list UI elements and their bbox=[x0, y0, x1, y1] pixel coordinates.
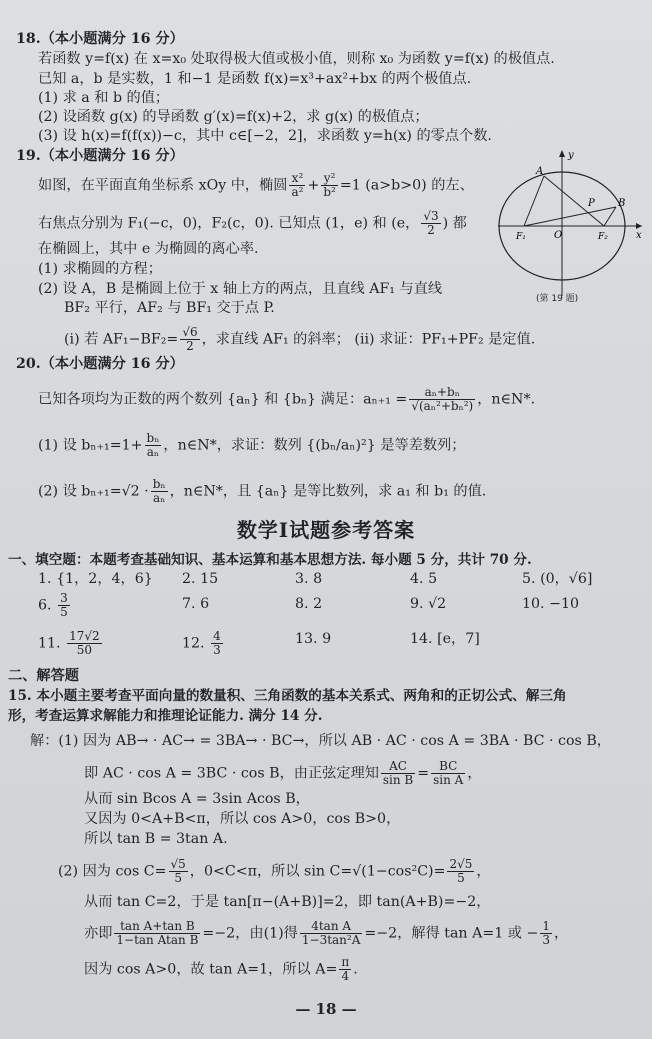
fraction-numerator: bₙ bbox=[146, 431, 160, 445]
equals-sign: = bbox=[417, 765, 430, 782]
answers-title: 数学Ⅰ试题参考答案 bbox=[236, 518, 416, 542]
q19-line-2-text-a: 右焦点分别为 F₁(−c，0)，F₂(c，0). 已知点 (1，e) 和 bbox=[38, 215, 392, 232]
q20-part-2 bbox=[38, 478, 486, 505]
answer-number: 14. bbox=[410, 631, 433, 647]
fraction-numerator: AC bbox=[381, 760, 415, 774]
q19-subparts bbox=[64, 326, 535, 353]
q19-part-2: (2) 设 A，B 是椭圆上位于 x 轴上方的两点，且直线 AF₁ 与直线 bbox=[38, 281, 443, 297]
fraction-numerator: bₙ bbox=[152, 477, 166, 491]
q20-part-1-text-a: (1) 设 bₙ₊₁=1+ bbox=[38, 437, 143, 454]
figure-caption: (第 19 题) bbox=[536, 294, 579, 304]
y2-over-b2-fraction bbox=[321, 172, 338, 199]
answer-number: 10. bbox=[522, 596, 545, 612]
fraction-numerator: 17√2 bbox=[69, 629, 100, 643]
answer-9 bbox=[410, 595, 446, 613]
sqrt5-over-5-fraction bbox=[169, 858, 188, 885]
q15-solution-6-text-a: (2) 因为 cos C= bbox=[58, 863, 167, 880]
bn-over-an-fraction bbox=[145, 432, 162, 459]
answer-number: 8. bbox=[295, 596, 309, 612]
segment-F1A bbox=[524, 176, 544, 226]
answer-number: 3. bbox=[295, 571, 309, 587]
answer-value: 9 bbox=[322, 631, 332, 647]
recurrence-fraction bbox=[409, 386, 475, 413]
q15-solution-5: 所以 tan B = 3tan A. bbox=[84, 831, 228, 847]
q15-solution-8-text-b: =−2，由(1)得 bbox=[202, 925, 298, 942]
answer-number: 2. bbox=[182, 571, 196, 587]
label-F1: F₁ bbox=[516, 232, 526, 242]
fraction-numerator: √6 bbox=[182, 325, 198, 339]
fraction-numerator: 4tan A bbox=[300, 920, 363, 934]
answer-1 bbox=[38, 570, 153, 588]
q15-solution-9 bbox=[84, 956, 358, 983]
answer-number: 5. bbox=[522, 571, 536, 587]
q19-line-2-text-b: (e， bbox=[391, 215, 420, 232]
answer-number: 11. bbox=[38, 635, 61, 652]
answer-number: 7. bbox=[182, 596, 196, 612]
fraction-numerator: aₙ+bₙ bbox=[409, 386, 475, 400]
fraction-denominator: a² bbox=[291, 185, 304, 199]
answer-value: −10 bbox=[549, 596, 580, 612]
answer-14 bbox=[410, 630, 480, 648]
fraction-numerator: 1 bbox=[542, 919, 550, 933]
answer-value: 8 bbox=[313, 571, 323, 587]
q15-solution-8 bbox=[84, 920, 568, 947]
q15-solution-9-text-a: 因为 cos A>0，故 tan A=1，所以 A= bbox=[84, 961, 338, 978]
q18-part-3: (3) 设 h(x)=f(f(x))−c，其中 c∈[−2，2]，求函数 y=h(x) 的零点个数. bbox=[38, 128, 492, 144]
q15-solution-7: 从而 tan C=2，于是 tan[π−(A+B)]=2，即 tan(A+B)=−2， bbox=[84, 894, 491, 910]
answer-13 bbox=[295, 630, 331, 648]
q15-intro-1: 15. 本小题主要考查平面向量的数量积、三角函数的基本关系式、两角和的正切公式、解三角 bbox=[8, 688, 567, 704]
q20-part-2-text-a: (2) 设 bₙ₊₁=√2 · bbox=[38, 483, 149, 500]
answer-10 bbox=[522, 595, 579, 613]
answer-5 bbox=[522, 570, 592, 588]
answer-value: {1，2，4，6} bbox=[56, 571, 153, 587]
sqrt6-over-2-fraction bbox=[180, 326, 199, 353]
answer-number: 13. bbox=[295, 631, 318, 647]
label-B: B bbox=[618, 198, 626, 209]
q19-line-3: 在椭圆上，其中 e 为椭圆的离心率. bbox=[38, 241, 259, 257]
answer-11 bbox=[38, 630, 104, 657]
label-P: P bbox=[588, 198, 595, 209]
fraction-numerator: tan A+tan B bbox=[114, 920, 200, 934]
pi-over-4-fraction bbox=[339, 956, 351, 983]
sqrt3-over-2-fraction bbox=[421, 210, 440, 237]
answer-value: 5 bbox=[428, 571, 438, 587]
q19-part-2-cont: BF₂ 平行，AF₂ 与 BF₁ 交于点 P. bbox=[64, 300, 275, 316]
answer-value: 15 bbox=[200, 571, 219, 587]
q18-part-2: (2) 设函数 g(x) 的导函数 g′(x)=f(x)+2，求 g(x) 的极值点； bbox=[38, 109, 429, 125]
answer-4 bbox=[410, 570, 437, 588]
answer-3 bbox=[295, 570, 322, 588]
part2-header: 二、解答题 bbox=[8, 668, 79, 684]
q19-part-1: (1) 求椭圆的方程； bbox=[38, 261, 162, 277]
q18-line-2: 已知 a，b 是实数，1 和−1 是函数 f(x)=x³+ax²+bx 的两个极值点. bbox=[38, 71, 472, 87]
q20-line-1-text-a: 已知各项均为正数的两个数列 {aₙ} 和 {bₙ} 满足：aₙ₊₁ = bbox=[38, 391, 408, 408]
fraction-numerator: 4 bbox=[213, 629, 221, 643]
one-third-fraction bbox=[540, 920, 552, 947]
x-axis-arrow-icon bbox=[636, 223, 642, 229]
q20-line-1 bbox=[38, 386, 535, 413]
ellipse-figure bbox=[496, 146, 646, 306]
q19-line-1 bbox=[38, 172, 474, 199]
q20-part-2-text-b: ，n∈N*，且 {aₙ} 是等比数列，求 a₁ 和 b₁ 的值. bbox=[169, 483, 487, 500]
q19-line-1-text-b: =1 (a>b>0) 的左、 bbox=[339, 177, 474, 194]
4tana-fraction bbox=[300, 920, 363, 947]
q15-solution-2 bbox=[84, 760, 482, 787]
answer-2 bbox=[182, 570, 218, 588]
q18-part-1: (1) 求 a 和 b 的值； bbox=[38, 90, 170, 106]
tan-sum-fraction bbox=[114, 920, 200, 947]
q19-line-1-text-a: 如图，在平面直角坐标系 xOy 中，椭圆 bbox=[38, 177, 288, 194]
q19-subpart-i-text: (i) 若 AF₁−BF₂= bbox=[64, 331, 179, 348]
fraction-numerator: BC bbox=[431, 760, 465, 774]
q18-header: 18.（本小题满分 16 分） bbox=[16, 31, 184, 47]
bn-over-an-fraction bbox=[151, 478, 168, 505]
answer-value: 6 bbox=[200, 596, 210, 612]
answer-number: 6. bbox=[38, 597, 52, 614]
fraction-denominator: 5 bbox=[174, 871, 182, 885]
answer-value: (0，√6] bbox=[540, 571, 593, 587]
fraction-denominator: aₙ bbox=[146, 445, 160, 459]
answer-fraction bbox=[211, 630, 223, 657]
q15-solution-4: 又因为 0<A+B<π，所以 cos A>0，cos B>0， bbox=[84, 811, 401, 827]
fraction-denominator: sin A bbox=[433, 773, 464, 787]
q15-solution-8-text-a: 亦即 bbox=[84, 925, 113, 942]
q19-line-2-text-c: ) 都 bbox=[442, 215, 467, 232]
q15-solution-6-text-c: ， bbox=[476, 863, 491, 880]
segment-F1B bbox=[524, 207, 616, 226]
fraction-denominator: 5 bbox=[457, 871, 465, 885]
label-x: x bbox=[636, 230, 642, 241]
y-axis-arrow-icon bbox=[559, 150, 565, 157]
q20-line-1-text-b: ，n∈N*. bbox=[477, 391, 536, 408]
x2-over-a2-fraction bbox=[289, 172, 305, 199]
fraction-denominator: sin B bbox=[382, 773, 414, 787]
fraction-numerator: √3 bbox=[423, 209, 439, 223]
answer-value: 2 bbox=[313, 596, 323, 612]
fraction-denominator: aₙ bbox=[152, 491, 166, 505]
q15-solution-2-text-a: 即 AC · cos A = 3BC · cos B，由正弦定理知 bbox=[84, 765, 379, 782]
q19-line-2 bbox=[38, 210, 467, 237]
answer-number: 12. bbox=[182, 635, 205, 652]
2sqrt5-over-5-fraction bbox=[447, 858, 474, 885]
fraction-denominator: √(aₙ²+bₙ²) bbox=[411, 399, 474, 413]
q20-part-1-text-b: ，n∈N*，求证：数列 {(bₙ/aₙ)²} 是等差数列； bbox=[163, 437, 466, 454]
fraction-denominator: 3 bbox=[542, 933, 550, 947]
q15-solution-6 bbox=[58, 858, 491, 885]
fraction-numerator: π bbox=[341, 955, 350, 969]
q15-solution-9-text-b: . bbox=[353, 961, 358, 978]
fraction-denominator: 2 bbox=[186, 339, 194, 353]
q20-header: 20.（本小题满分 16 分） bbox=[16, 356, 184, 372]
q19-subpart-ii-text: ，求直线 AF₁ 的斜率； (ii) 求证：PF₁+PF₂ 是定值. bbox=[201, 331, 536, 348]
answer-number: 1. bbox=[38, 571, 52, 587]
q15-solution-8-text-c: =−2，解得 tan A=1 或 − bbox=[364, 925, 539, 942]
fraction-numerator: 2√5 bbox=[449, 857, 473, 871]
ac-over-sinb-fraction bbox=[381, 760, 415, 787]
q15-solution-8-text-d: ， bbox=[553, 925, 569, 942]
plus-sign: + bbox=[307, 177, 320, 194]
q15-intro-2: 形，考查运算求解能力和推理论证能力. 满分 14 分. bbox=[8, 708, 323, 724]
q15-solution-2-text-b: ， bbox=[467, 765, 482, 782]
fraction-denominator: b² bbox=[323, 185, 336, 199]
answer-number: 4. bbox=[410, 571, 424, 587]
answer-fraction bbox=[67, 630, 102, 657]
segment-AF2 bbox=[544, 176, 604, 226]
answer-number: 9. bbox=[410, 596, 424, 612]
label-A: A bbox=[536, 166, 544, 177]
part1-header: 一、填空题：本题考查基础知识、基本运算和基本思想方法. 每小题 5 分，共计 70 分. bbox=[8, 552, 532, 568]
fraction-denominator: 3 bbox=[213, 643, 221, 657]
fraction-denominator: 5 bbox=[60, 605, 68, 619]
fraction-denominator: 1−3tan²A bbox=[301, 933, 361, 947]
q18-line-1: 若函数 y=f(x) 在 x=x₀ 处取得极大值或极小值，则称 x₀ 为函数 y=f(x) 的极值点. bbox=[38, 51, 555, 67]
fraction-numerator: 3 bbox=[60, 591, 68, 605]
fraction-numerator: √5 bbox=[170, 857, 186, 871]
answer-6 bbox=[38, 592, 72, 619]
fraction-denominator: 50 bbox=[76, 643, 93, 657]
segment-F2B bbox=[604, 207, 616, 226]
answer-fraction bbox=[58, 592, 70, 619]
fraction-denominator: 1−tan Atan B bbox=[116, 933, 199, 947]
q19-header: 19.（本小题满分 16 分） bbox=[16, 148, 184, 164]
page-number: — 18 — bbox=[295, 1000, 357, 1018]
answer-7 bbox=[182, 595, 209, 613]
answer-12 bbox=[182, 630, 225, 657]
q15-solution-3: 从而 sin Bcos A = 3sin Acos B， bbox=[84, 791, 310, 807]
q15-solution-1: 解：(1) 因为 AB→ · AC→ = 3BA→ · BC→，所以 AB · AC · cos A = 3BA · BC · cos B， bbox=[30, 733, 611, 749]
answer-8 bbox=[295, 595, 322, 613]
fraction-denominator: 2 bbox=[427, 223, 435, 237]
fraction-denominator: 4 bbox=[341, 969, 350, 983]
label-F2: F₂ bbox=[598, 232, 608, 242]
bc-over-sina-fraction bbox=[431, 760, 465, 787]
label-y: y bbox=[568, 150, 574, 161]
q20-part-1 bbox=[38, 432, 465, 459]
label-O: O bbox=[554, 230, 563, 241]
answer-value: √2 bbox=[428, 596, 447, 612]
fraction-numerator: x² bbox=[289, 172, 305, 186]
answer-value: [e，7] bbox=[437, 631, 480, 647]
q15-solution-6-text-b: ，0<C<π，所以 sin C=√(1−cos²C)= bbox=[189, 863, 446, 880]
fraction-numerator: y² bbox=[321, 172, 338, 186]
